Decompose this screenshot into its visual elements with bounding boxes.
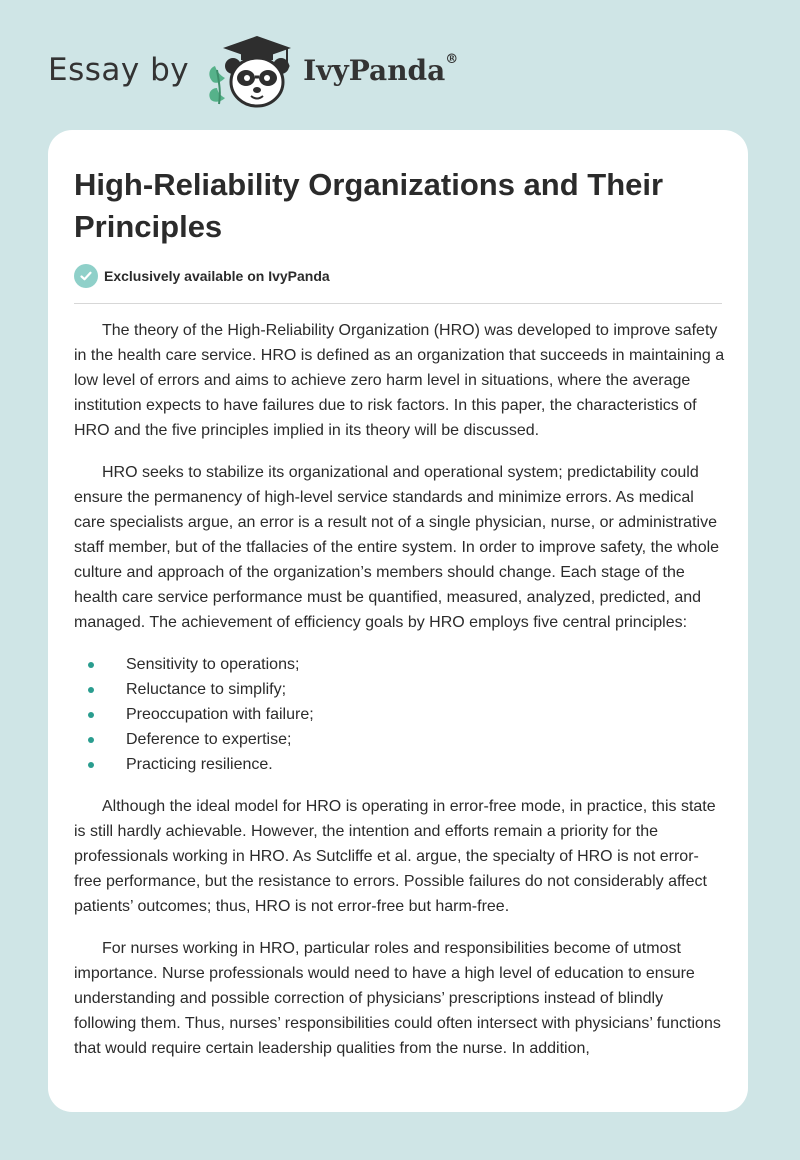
list-item: Reluctance to simplify; — [74, 677, 726, 702]
paragraph: The theory of the High-Reliability Organization (HRO) was developed to improve safety in the health care service. HRO is defined as an organization that succeeds in maintaining a low level of errors and aims to achieve zero harm level in situations, where the average institution expects to have failures due to risk factors. In this paper, the characteristics of HRO and the five principles implied in its theory will be discussed. — [74, 322, 725, 439]
site-header — [48, 30, 458, 110]
list-item: Sensitivity to operations; — [74, 652, 726, 677]
essay-card — [48, 130, 748, 1112]
list-item: Deference to expertise; — [74, 727, 726, 752]
divider — [74, 303, 722, 304]
check-icon — [74, 264, 98, 288]
brand-name[interactable] — [303, 51, 459, 87]
paragraph: HRO seeks to stabilize its organizational and operational system; predictability could ensure the permanency of high-level service standards and minimize errors. As medical care specialists argue, an error is a result not of a single physician, nurse, or administrative staff member, but of the tfallacies of the entire system. In order to improve safety, the whole culture and approach of the organization’s members should change. Each stage of the health care service performance must be quantified, measured, analyzed, predicted, and managed. The achievement of efficiency goals by HRO employs five central principles: — [74, 464, 720, 631]
essay-by-label: Essay by — [48, 52, 190, 88]
list-item: Preoccupation with failure; — [74, 702, 726, 727]
list-item: Practicing resilience. — [74, 752, 726, 777]
paragraph: Although the ideal model for HRO is operating in error-free mode, in practice, this state is still hardly achievable. However, the intention and efforts remain a priority for the professionals working in HRO. As Sutcliffe et al. argue, the specialty of HRO is not error-free performance, but the resistance to errors. Possible failures do not considerably affect patients’ outcomes; thus, HRO is not error-free but harm-free. — [74, 798, 716, 915]
paragraph: For nurses working in HRO, particular roles and responsibilities become of utmost importance. Nurse professionals would need to have a high level of education to ensure understanding and possible correction of physicians’ prescriptions instead of blindly following them. Thus, nurses’ responsibilities could often intersect with physicians’ functions that would require certain leadership qualities from the nurse. In addition, — [74, 940, 721, 1057]
registered-mark: ® — [445, 51, 459, 67]
exclusive-label: Exclusively available on IvyPanda — [104, 268, 330, 284]
essay-body — [74, 318, 726, 1078]
principles-list — [74, 652, 726, 777]
exclusive-badge — [74, 264, 330, 288]
panda-logo-icon[interactable] — [203, 30, 295, 110]
page-title: High-Reliability Organizations and Their Principles — [74, 167, 664, 244]
brand-text: IvyPanda — [303, 53, 446, 87]
